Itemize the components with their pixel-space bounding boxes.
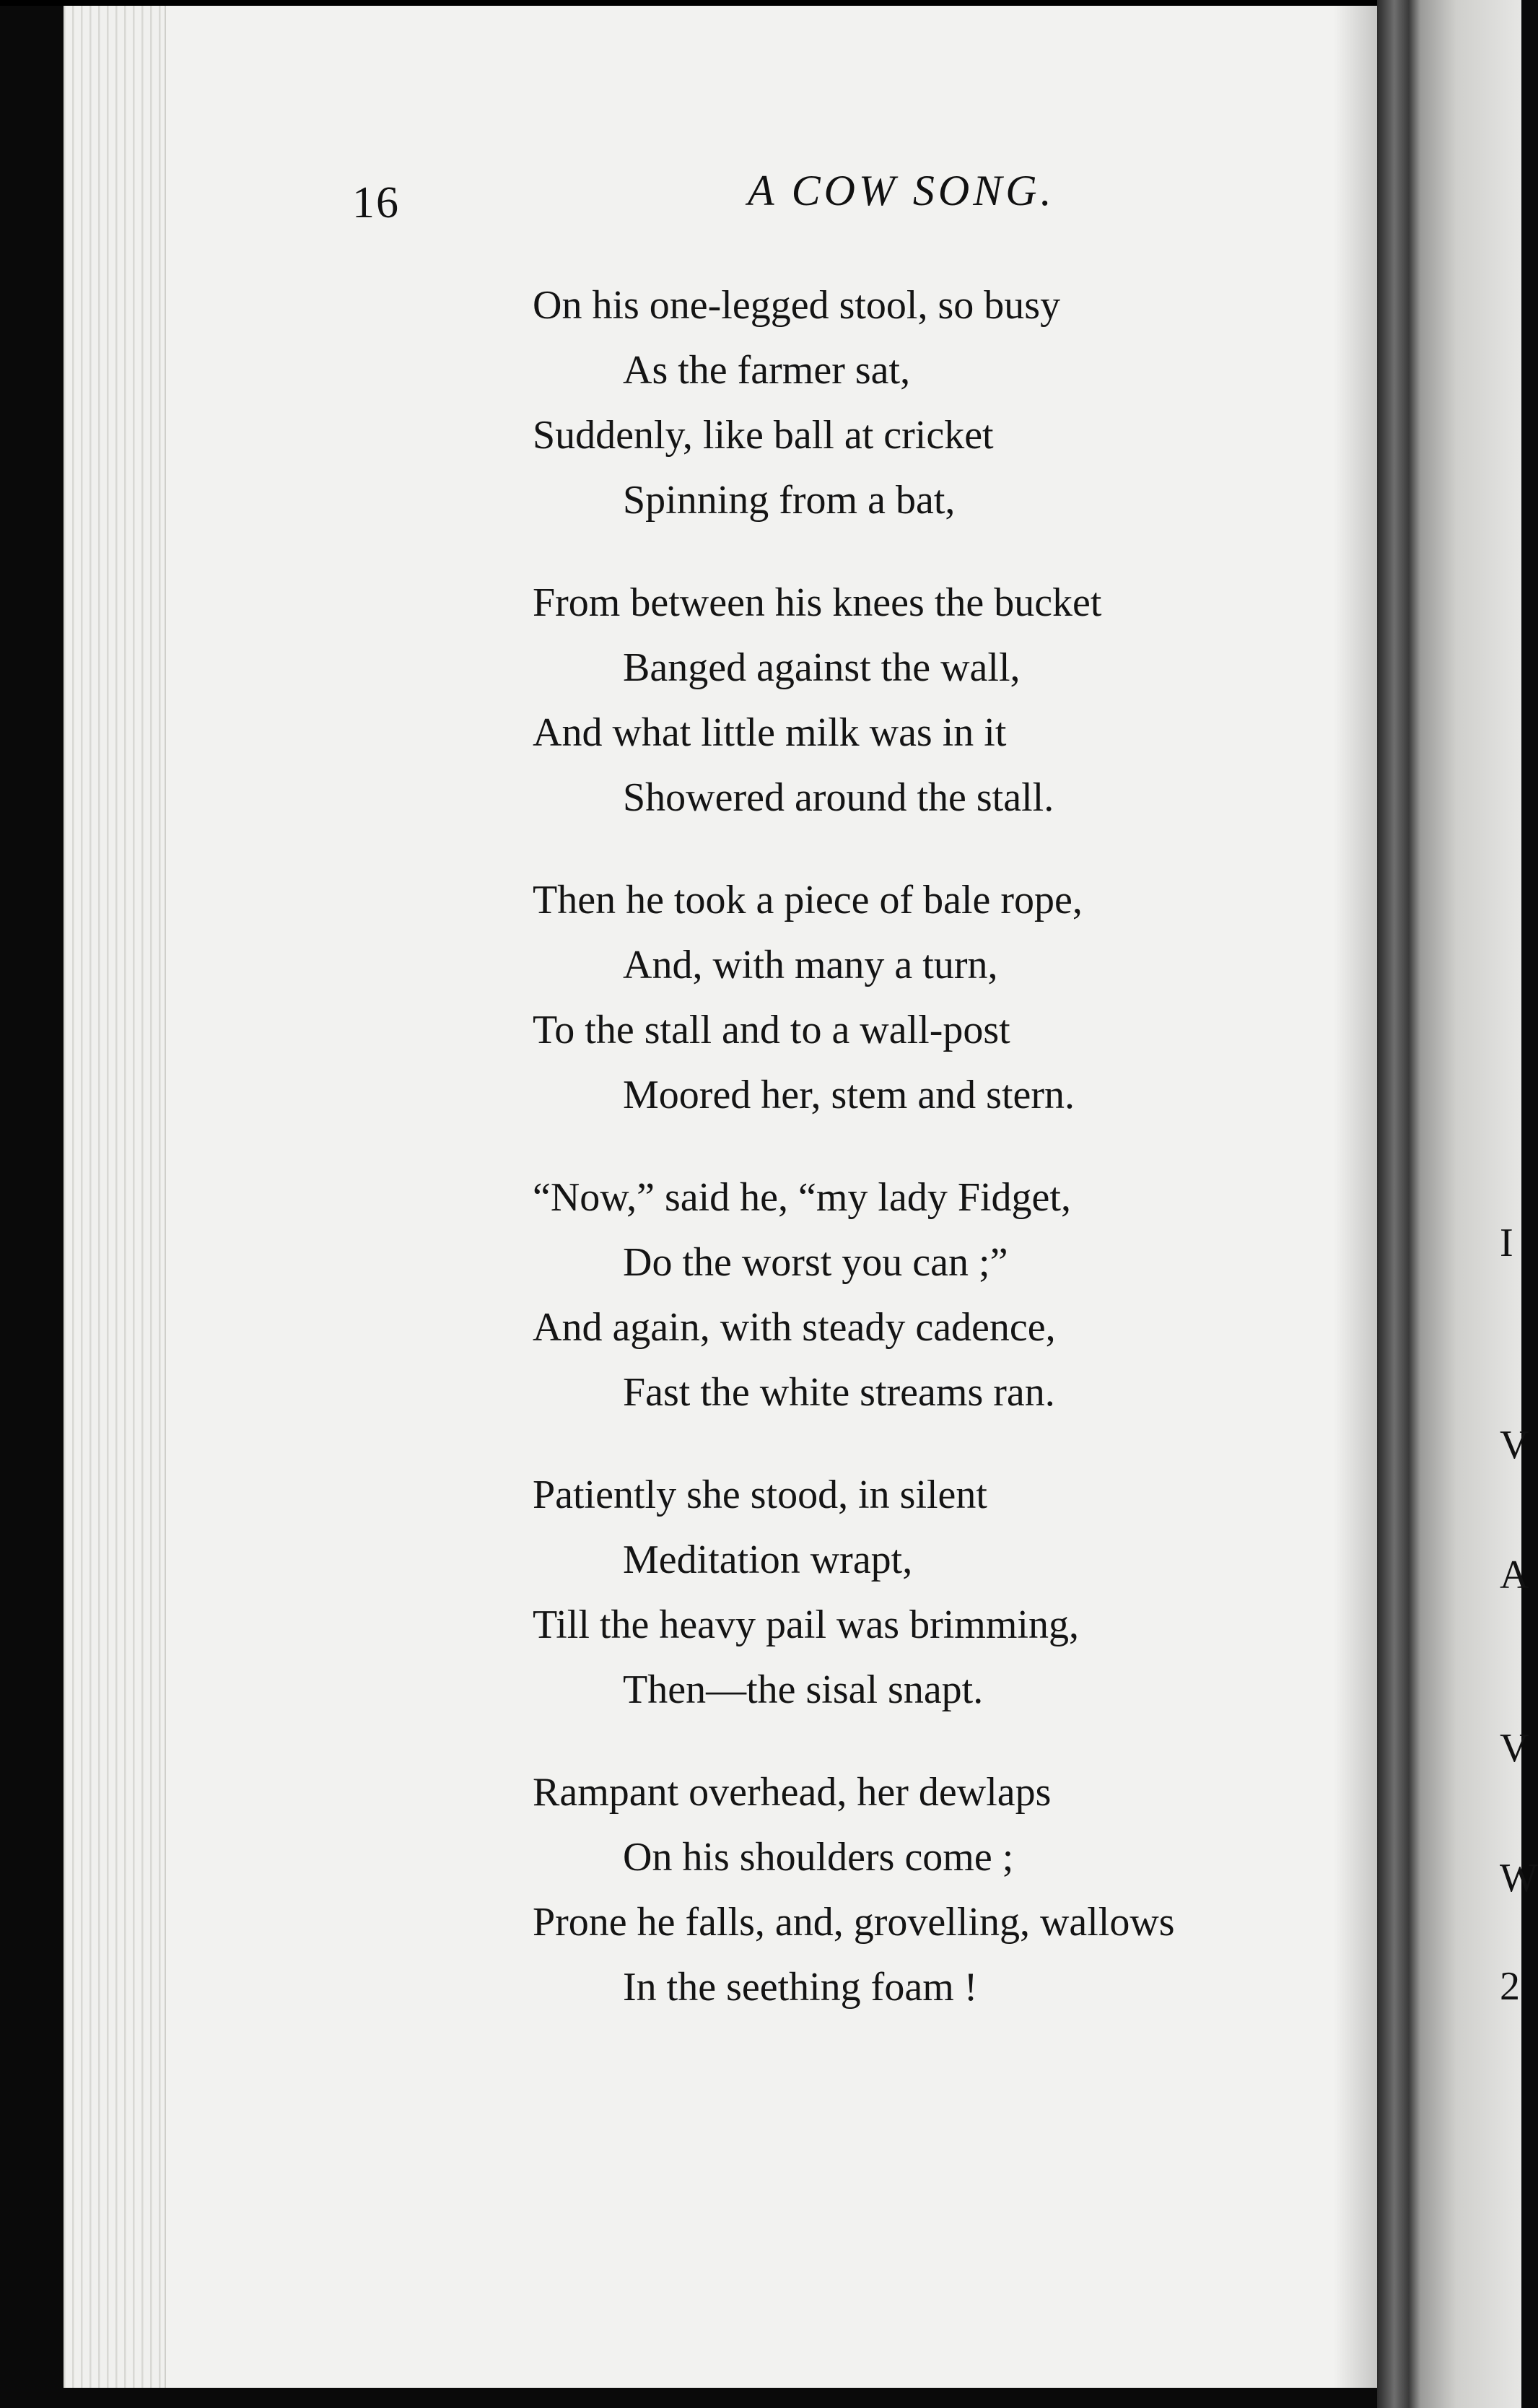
stanza	[533, 1462, 1399, 1722]
poem-line: To the stall and to a wall-post	[533, 1008, 1010, 1052]
poem-line: On his one-legged stool, so busy	[533, 283, 1061, 328]
poem-line: Moored her, stem and stern.	[623, 1073, 1075, 1117]
poem-line: Till the heavy pail was brimming,	[533, 1602, 1079, 1647]
poem-line: “Now,” said he, “my lady Fidget,	[533, 1175, 1071, 1220]
poem-line: Do the worst you can ;”	[623, 1240, 1008, 1285]
poem-line: Patiently she stood, in silent	[533, 1473, 987, 1517]
scan-border-top	[0, 0, 1521, 6]
poem-line: Fast the white streams ran.	[623, 1370, 1055, 1415]
poem-line: From between his knees the bucket	[533, 580, 1102, 625]
poem-line: Meditation wrapt,	[623, 1537, 913, 1582]
page-number: 16	[352, 178, 400, 227]
facing-page-fragment: W	[1500, 1856, 1538, 1901]
poem-line: Suddenly, like ball at cricket	[533, 413, 994, 458]
facing-page-fragment: 2	[1500, 1964, 1520, 2009]
poem-line: As the farmer sat,	[623, 348, 911, 393]
page-edges	[64, 6, 166, 2388]
book-page	[64, 6, 1377, 2388]
poem-line: Rampant overhead, her dewlaps	[533, 1770, 1052, 1815]
poem-body	[533, 273, 1399, 2057]
poem-line: And, with many a turn,	[623, 943, 998, 987]
poem-line: Banged against the wall,	[623, 645, 1021, 690]
poem-line: And what little milk was in it	[533, 710, 1007, 755]
poem-line: In the seething foam !	[623, 1965, 978, 2010]
facing-page-fragment: V	[1500, 1726, 1529, 1771]
stanza	[533, 273, 1399, 533]
stanza	[533, 1165, 1399, 1425]
facing-page-fragment: A	[1500, 1553, 1529, 1597]
running-title: A COW SONG.	[748, 167, 1055, 214]
poem-line: Then he took a piece of bale rope,	[533, 878, 1083, 922]
stanza	[533, 570, 1399, 830]
poem-line: Spinning from a bat,	[623, 478, 956, 523]
facing-page-fragment: I	[1500, 1221, 1513, 1265]
poem-line: On his shoulders come ;	[623, 1835, 1014, 1880]
stanza	[533, 1760, 1399, 2020]
facing-page-fragment: V	[1500, 1423, 1529, 1467]
poem-line: Then—the sisal snapt.	[623, 1667, 984, 1712]
poem-line: Showered around the stall.	[623, 775, 1054, 820]
poem-line: Prone he falls, and, grovelling, wallows	[533, 1900, 1175, 1945]
stanza	[533, 868, 1399, 1127]
poem-line: And again, with steady cadence,	[533, 1305, 1056, 1350]
facing-page-edge	[1377, 0, 1538, 2408]
